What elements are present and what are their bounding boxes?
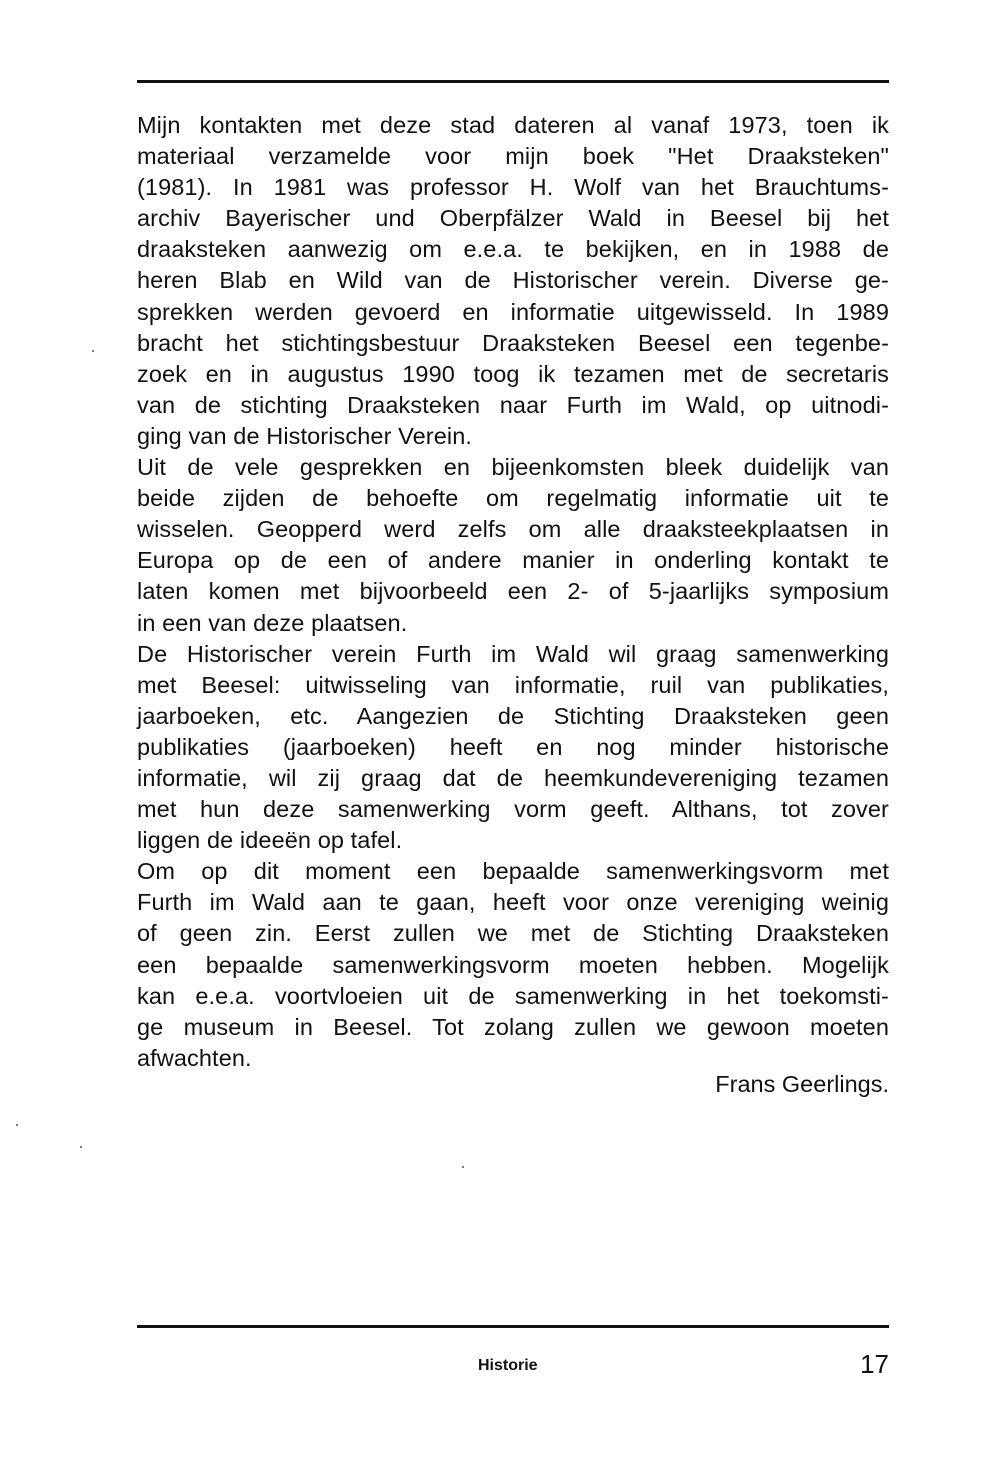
article-body <box>137 110 889 1074</box>
text-line: publikaties (jaarboeken) heeft en nog minder historische <box>137 733 889 760</box>
text-line: Europa op de een of andere manier in onderling kontakt te <box>137 547 889 574</box>
page-number: 17 <box>860 1349 889 1379</box>
text-line: Om op dit moment een bepaalde samenwerkingsvorm met <box>137 858 889 885</box>
text-line: ging van de Historischer Verein. <box>137 422 472 449</box>
scan-speck <box>80 1146 82 1148</box>
text-line: ge museum in Beesel. Tot zolang zullen we gewoon moeten <box>137 1013 889 1040</box>
text-line: afwachten. <box>137 1044 252 1071</box>
text-line: van de stichting Draaksteken naar Furth im Wald, op uitnodi- <box>137 391 889 418</box>
footer-rule <box>137 1325 889 1328</box>
footer-section-title: Historie <box>478 1357 538 1374</box>
scan-speck <box>16 1124 18 1126</box>
text-line: Mijn kontakten met deze stad dateren al vanaf 1973, toen ik <box>137 112 889 138</box>
text-line: laten komen met bijvoorbeeld een 2- of 5-jaarlijks symposium <box>137 578 889 605</box>
text-line: een bepaalde samenwerkingsvorm moeten hebben. Mogelijk <box>137 951 889 978</box>
text-line: heren Blab en Wild van de Historischer verein. Diverse ge- <box>137 267 889 294</box>
text-line: kan e.e.a. voortvloeien uit de samenwerking in het toekomsti- <box>137 982 889 1009</box>
text-line: informatie, wil zij graag dat de heemkundevereniging tezamen <box>137 764 889 791</box>
paragraph-4 <box>137 856 889 1074</box>
text-line: De Historischer verein Furth im Wald wil graag samenwerking <box>137 640 889 667</box>
paragraph-3 <box>137 639 889 857</box>
paragraph-1 <box>137 110 889 452</box>
text-line: met hun deze samenwerking vorm geeft. Althans, tot zover <box>137 796 889 823</box>
text-line: sprekken werden gevoerd en informatie uitgewisseld. In 1989 <box>137 298 889 325</box>
scan-speck <box>462 1166 464 1168</box>
text-line: jaarboeken, etc. Aangezien de Stichting Draaksteken geen <box>137 702 889 729</box>
header-rule <box>137 80 889 83</box>
text-line: met Beesel: uitwisseling van informatie, ruil van publikaties, <box>137 671 889 698</box>
text-line: bracht het stichtingsbestuur Draaksteken Beesel een tegenbe- <box>137 329 889 356</box>
text-line: Uit de vele gesprekken en bijeenkomsten bleek duidelijk van <box>137 454 889 481</box>
text-line: in een van deze plaatsen. <box>137 609 408 636</box>
text-line: wisselen. Geopperd werd zelfs om alle draaksteekplaatsen in <box>137 516 889 543</box>
text-line: Furth im Wald aan te gaan, heeft voor onze vereniging weinig <box>137 889 889 916</box>
scan-speck <box>92 350 94 352</box>
text-line: liggen de ideeën op tafel. <box>137 827 403 854</box>
text-line: materiaal verzamelde voor mijn boek "Het Draaksteken" <box>137 143 889 170</box>
text-line: zoek en in augustus 1990 toog ik tezamen met de secretaris <box>137 360 889 387</box>
text-line: of geen zin. Eerst zullen we met de Stichting Draaksteken <box>137 920 889 947</box>
author-signature: Frans Geerlings. <box>715 1071 889 1097</box>
paragraph-2 <box>137 452 889 639</box>
text-line: beide zijden de behoefte om regelmatig informatie uit te <box>137 485 889 512</box>
text-line: archiv Bayerischer und Oberpfälzer Wald in Beesel bij het <box>137 205 889 232</box>
text-line: (1981). In 1981 was professor H. Wolf van het Brauchtums- <box>137 174 889 201</box>
text-line: draaksteken aanwezig om e.e.a. te bekijken, en in 1988 de <box>137 236 889 263</box>
